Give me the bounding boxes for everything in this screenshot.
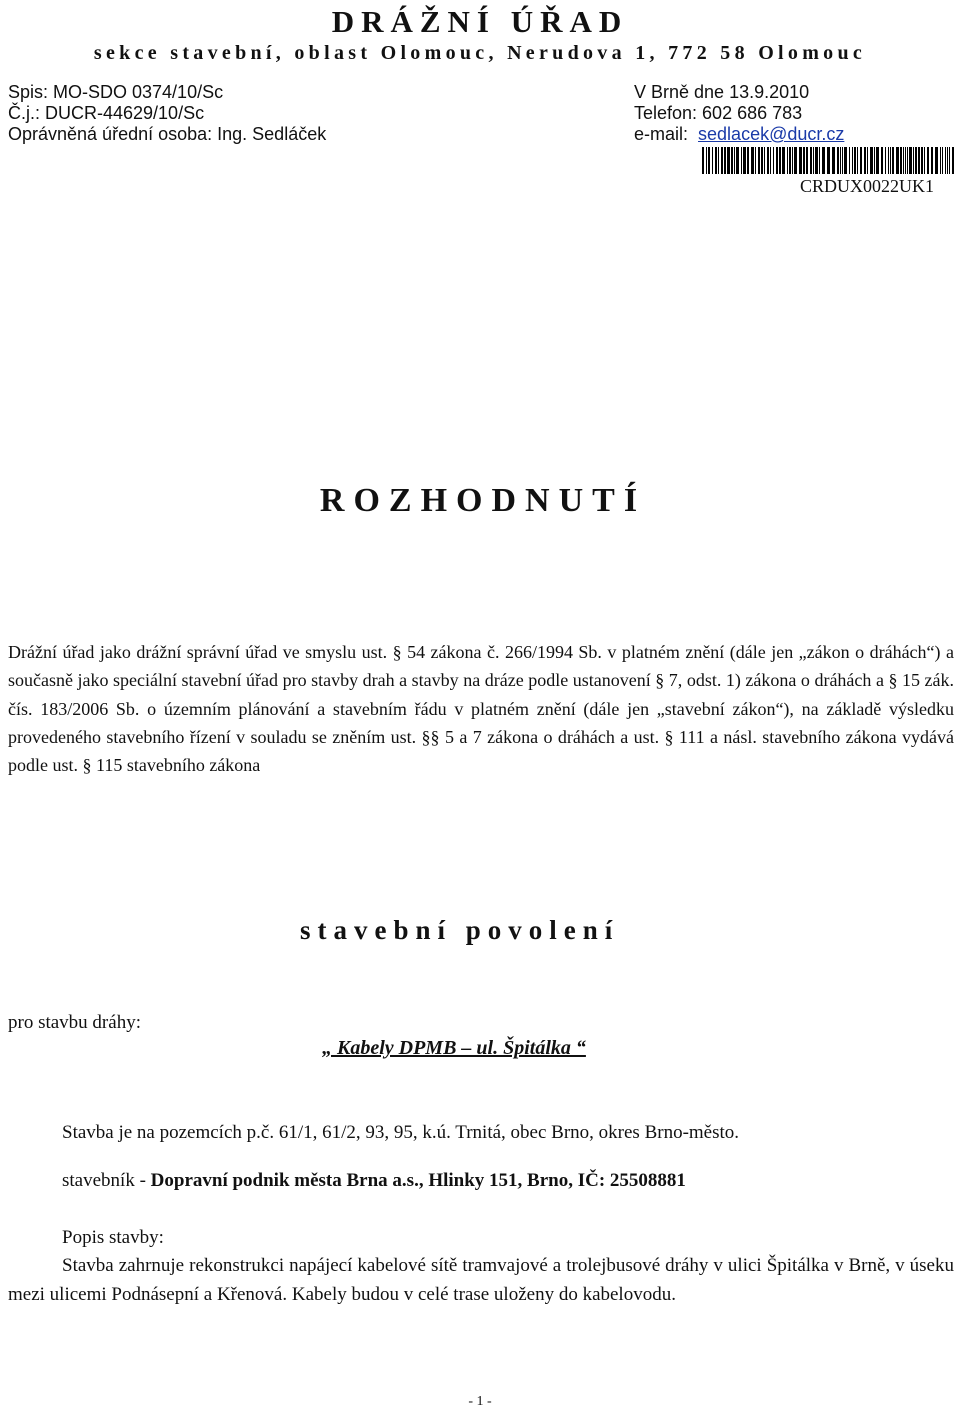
intro-line: plánování a stavebním řádu v platném znění (dále jen „stavební zákon“), na základě výsledku <box>238 698 954 719</box>
builder-name: Dopravní podnik města Brna a.s., Hlinky 151, Brno, IČ: 25508881 <box>150 1170 686 1191</box>
phone: Telefon: 602 686 783 <box>634 103 803 123</box>
email-link[interactable]: sedlacek@ducr.cz <box>698 124 845 144</box>
intro-line: znění (dále jen „zákon o dráhách“) a současně jako speciální stavební úřad pro stavby drah a stavby <box>8 642 954 691</box>
office-section-address: sekce stavební, oblast Olomouc, Nerudova 1, 772 58 Olomouc <box>93 42 867 64</box>
construction-for-label: pro stavbu dráhy: <box>8 1012 141 1033</box>
barcode-number: CRDUX0022UK1 <box>800 176 935 196</box>
builder-label: stavebník - <box>62 1170 151 1191</box>
permit-title: stavební povolení <box>300 915 620 945</box>
intro-line: provedeného stavebního řízení v souladu se zněním ust. §§ 5 a 7 zákona o dráhách a ust. § 111 a <box>8 726 718 747</box>
description-text: Stavba zahrnuje rekonstrukci napájecí kabelové sítě tramvajové a trolejbusové dráhy v ulici Špitálka v Brně, v úseku mezi ulicemi Podnásepní a Křenová. Kabely budou v celé trase uloženy do kabelovodu. <box>8 1255 954 1305</box>
construction-location: Stavba je na pozemcích p.č. 61/1, 61/2, 93, 95, k.ú. Trnitá, obec Brno, okres Brno-město. <box>62 1122 740 1143</box>
barcode-image <box>702 147 956 174</box>
project-name: „ Kabely DPMB – ul. Špitálka “ <box>322 1037 586 1059</box>
email-line <box>634 124 844 145</box>
page-number: - 1 - <box>468 1394 492 1409</box>
authorized-official: Oprávněná úřední osoba: Ing. Sedláček <box>8 124 327 144</box>
intro-line: na dráze podle ustanovení § 7, odst. 1) zákona o dráhách a § 15 zák. čís. 183/2006 Sb. o územním <box>8 670 955 719</box>
reference-number: Č.j.: DUCR-44629/10/Sc <box>8 103 205 123</box>
issue-date: V Brně dne 13.9.2010 <box>634 82 810 102</box>
intro-paragraph <box>8 638 954 779</box>
intro-line: Drážní úřad jako drážní správní úřad ve smyslu ust. § 54 zákona č. 266/1994 Sb. v platném <box>8 642 680 662</box>
builder-line <box>62 1170 686 1192</box>
file-number: Spis: MO-SDO 0374/10/Sc <box>8 82 224 102</box>
decision-title: ROZHODNUTÍ <box>319 482 647 519</box>
reference-block <box>8 82 326 145</box>
office-name: DRÁŽNÍ ÚŘAD <box>331 4 629 39</box>
description-label: Popis stavby: <box>62 1227 164 1248</box>
email-label: e-mail: <box>634 124 689 144</box>
intro-line: násl. stavebního zákona vydává podle ust. § 115 stavebního zákona <box>8 726 955 776</box>
contact-block <box>634 82 844 145</box>
